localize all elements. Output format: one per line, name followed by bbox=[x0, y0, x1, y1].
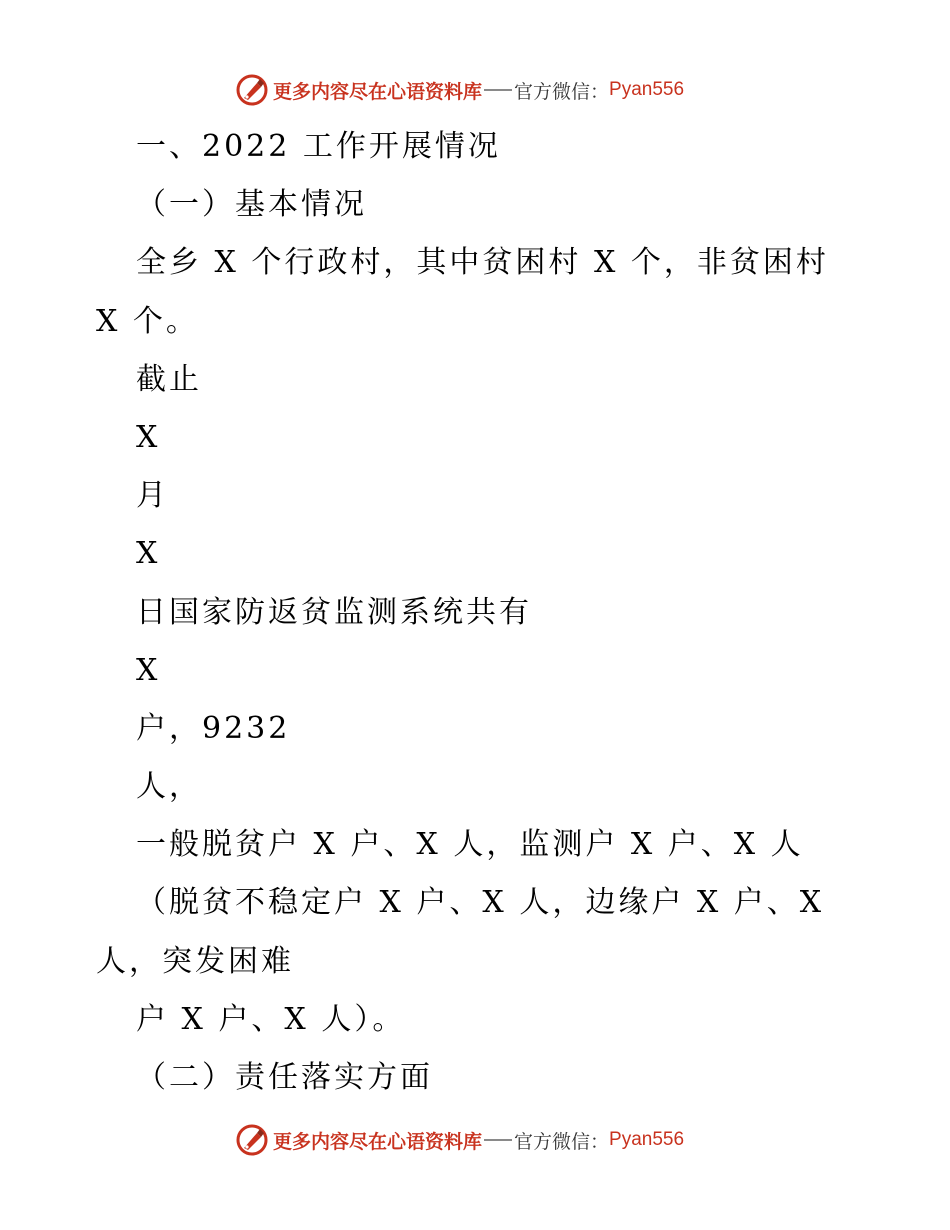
pen-nib-logo-icon bbox=[235, 1123, 269, 1157]
paragraph-line: X bbox=[136, 652, 161, 688]
paragraph-line: 截止 bbox=[136, 361, 202, 397]
subsection-heading-basic: （一）基本情况 bbox=[136, 187, 367, 223]
paragraph-line: （脱贫不稳定户 X 户、X 人，边缘户 X 户、X bbox=[136, 885, 825, 921]
paragraph-line: X 个。 bbox=[96, 303, 199, 339]
paragraph-line: 人，突发困难 bbox=[96, 943, 294, 979]
paragraph-line: 人， bbox=[136, 769, 202, 805]
watermark-account-id: Pyan556 bbox=[609, 79, 685, 100]
paragraph-line: 月 bbox=[136, 478, 169, 514]
footer-watermark bbox=[235, 1122, 684, 1158]
watermark-label: 官方微信： bbox=[514, 80, 610, 103]
paragraph-line: 户，9232 bbox=[136, 710, 291, 746]
watermark-dash bbox=[484, 89, 512, 91]
watermark-brand-text: 更多内容尽在心语资料库 bbox=[273, 80, 483, 103]
subsection-heading-responsibility: （二）责任落实方面 bbox=[136, 1060, 433, 1095]
paragraph-line: 日国家防返贫监测系统共有 bbox=[136, 594, 532, 630]
paragraph-line: 一般脱贫户 X 户、X 人，监测户 X 户、X 人 bbox=[136, 827, 804, 863]
paragraph-line: 户 X 户、X 人）。 bbox=[136, 1001, 406, 1037]
document-body bbox=[96, 118, 856, 1107]
watermark-dash bbox=[484, 1139, 512, 1141]
watermark-account-id: Pyan556 bbox=[609, 1129, 685, 1150]
watermark-brand-text: 更多内容尽在心语资料库 bbox=[273, 1130, 483, 1153]
paragraph-line: 全乡 X 个行政村，其中贫困村 X 个，非贫困村 bbox=[136, 245, 829, 281]
paragraph-line: X bbox=[136, 419, 161, 455]
header-watermark bbox=[235, 72, 684, 108]
pen-nib-logo-icon bbox=[235, 73, 269, 107]
watermark-label: 官方微信： bbox=[514, 1130, 610, 1153]
section-heading-1: 一、2022 工作开展情况 bbox=[136, 129, 501, 164]
paragraph-line: X bbox=[136, 536, 161, 572]
